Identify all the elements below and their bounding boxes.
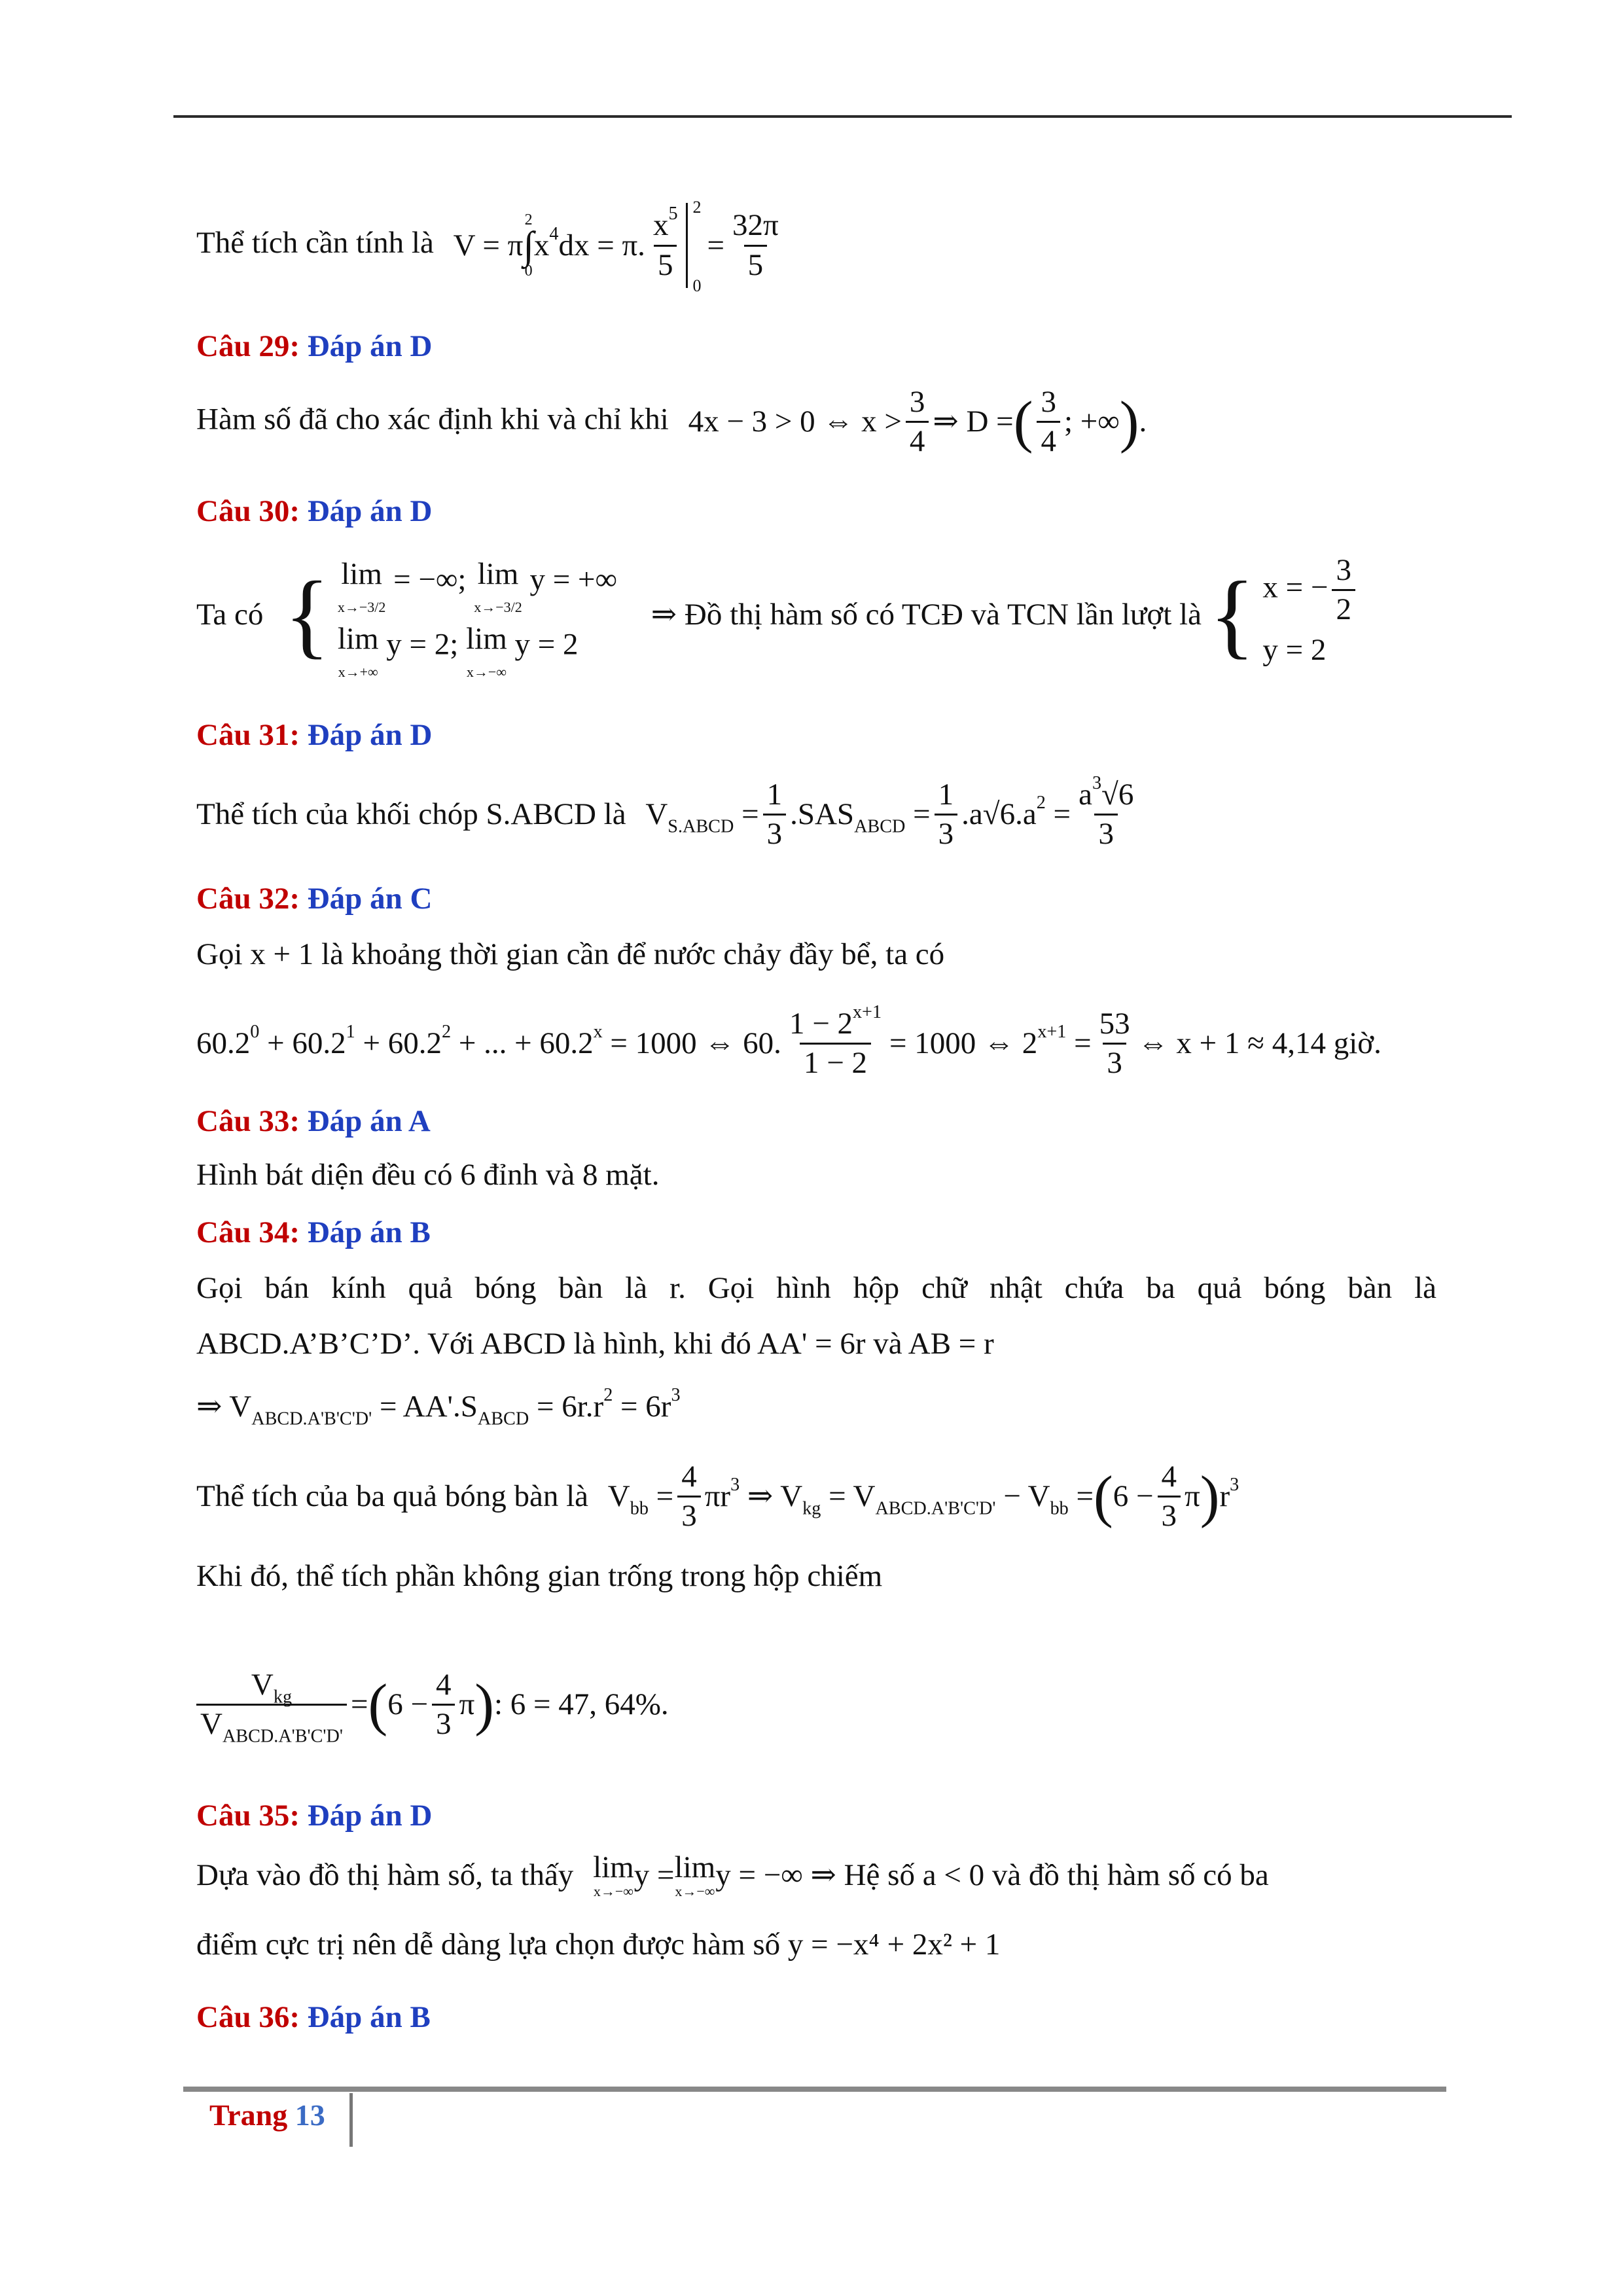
text-segment: Đồ thị hàm số có TCĐ và TCN lần lượt là [684, 597, 1202, 632]
question-heading-36: Câu 36: Đáp án B [196, 2000, 431, 2034]
question-heading-35: Câu 35: Đáp án D [196, 1799, 433, 1833]
question-heading-32: Câu 32: Đáp án C [196, 882, 433, 916]
question-heading-29: Câu 29: Đáp án D [196, 329, 433, 363]
page-word: Trang [209, 2098, 288, 2132]
text-line: Hình bát diện đều có 6 đỉnh và 8 mặt. [196, 1158, 660, 1192]
footer-divider [349, 2093, 353, 2147]
text-line: ABCD.A’B’C’D’. Với ABCD là hình, khi đó AA' = 6r và AB = r [196, 1327, 994, 1361]
text-segment: Thể tích của khối chóp S.ABCD là [196, 797, 626, 832]
text-line: Hàm số đã cho xác định khi và chỉ khi 4x − 3 > 0 ⇔ x > $\frac{3}{4}$ ⇒ D =( $\frac{3}{4}$ ; +∞). [196, 385, 1147, 459]
header-rule [173, 115, 1512, 118]
text-line: Dựa vào đồ thị hàm số, ta thấy lim x→−∞ y = lim x→−∞ y = −∞ ⇒ Hệ số a < 0 và đồ thị hàm số có ba [196, 1850, 1269, 1899]
text-segment: Thể tích cần tính là [196, 225, 434, 260]
text-segment: Hàm số đã cho xác định khi và chỉ khi [196, 402, 669, 437]
page-number-value: 13 [294, 2098, 325, 2132]
question-heading-31: Câu 31: Đáp án D [196, 718, 433, 752]
text-segment: giờ. [1333, 1026, 1382, 1061]
text-line: Thể tích của khối chóp S.ABCD là $V_{S.ABCD}$ = $\frac{1}{3}$ $.SAS_{ABCD}$ = $\frac{1}{3}$ $.a√6.a^2$ = $\frac{a^3√6}{3}$ [196, 773, 1134, 852]
text-line: điểm cực trị nên dễ dàng lựa chọn được hàm số y = −x⁴ + 2x² + 1 [196, 1928, 1001, 1962]
question-heading-34: Câu 34: Đáp án B [196, 1215, 431, 1249]
footer-rule [183, 2087, 1446, 2092]
text-segment: Thể tích của ba quả bóng bàn là [196, 1479, 589, 1514]
text-line: Thể tích cần tính là V = π 2 ∫ 0 $x^4dx = \pi$. $\frac{x^5}{5}$ 2 0 = $\frac{32\pi}{5}$ [196, 198, 779, 295]
text-line: $\frac{V_{kg}}{V_{ABCD.A'B'C'D'}}$ =(6 − $\frac{4}{3}$ π): 6 = 47, 64%. [196, 1669, 669, 1741]
text-line: $60.2^0 + 60.2^1 + 60.2^2$ + ... + $60.2^x = 1000$ ⇔ 60. $\frac{1 - 2^{x+1}}{1 - 2}$ = 1000 ⇔ $2^{x+1}$ = $\frac{53}{3}$ ⇔ x + 1 ≈ 4,14 giờ. [196, 1002, 1382, 1081]
text-segment: Ta có [196, 597, 264, 632]
text-line: Ta có { lim x→−3/2 = −∞; lim x→−3/2 y = +∞ lim x→+∞ y = 2; lim x→−∞ y = 2 ⇒ Đồ thị hàm số có TCĐ và TCN lần lượt là { x = − $\frac{3}{2}$ y = 2 [196, 550, 1359, 679]
text-line: Gọi bán kính quả bóng bàn là r. Gọi hình hộp chữ nhật chứa ba quả bóng bàn là [196, 1271, 1436, 1305]
text-line: Thể tích của ba quả bóng bàn là $V_{bb}$ = $\frac{4}{3}$ $\pi r^3$ ⇒ $V_{kg} = V_{ABCD.A'B'C'D'} - V_{bb} =(6$ − $\frac{4}{3}$ $\pi)r^3$ [196, 1460, 1240, 1534]
text-line: Khi đó, thể tích phần không gian trống trong hộp chiếm [196, 1559, 883, 1593]
text-line: ⇒ $V_{ABCD.A'B'C'D'} = AA'.S_{ABCD} = 6r.r^2 = 6r^3$ [196, 1384, 681, 1429]
text-line: Gọi x + 1 là khoảng thời gian cần để nước chảy đầy bể, ta có [196, 937, 945, 971]
text-segment: Hệ số a < 0 và đồ thị hàm số có ba [844, 1858, 1269, 1892]
text-segment: Dựa vào đồ thị hàm số, ta thấy [196, 1858, 574, 1892]
page-number [209, 2098, 325, 2132]
question-heading-33: Câu 33: Đáp án A [196, 1104, 431, 1138]
question-heading-30: Câu 30: Đáp án D [196, 494, 433, 528]
